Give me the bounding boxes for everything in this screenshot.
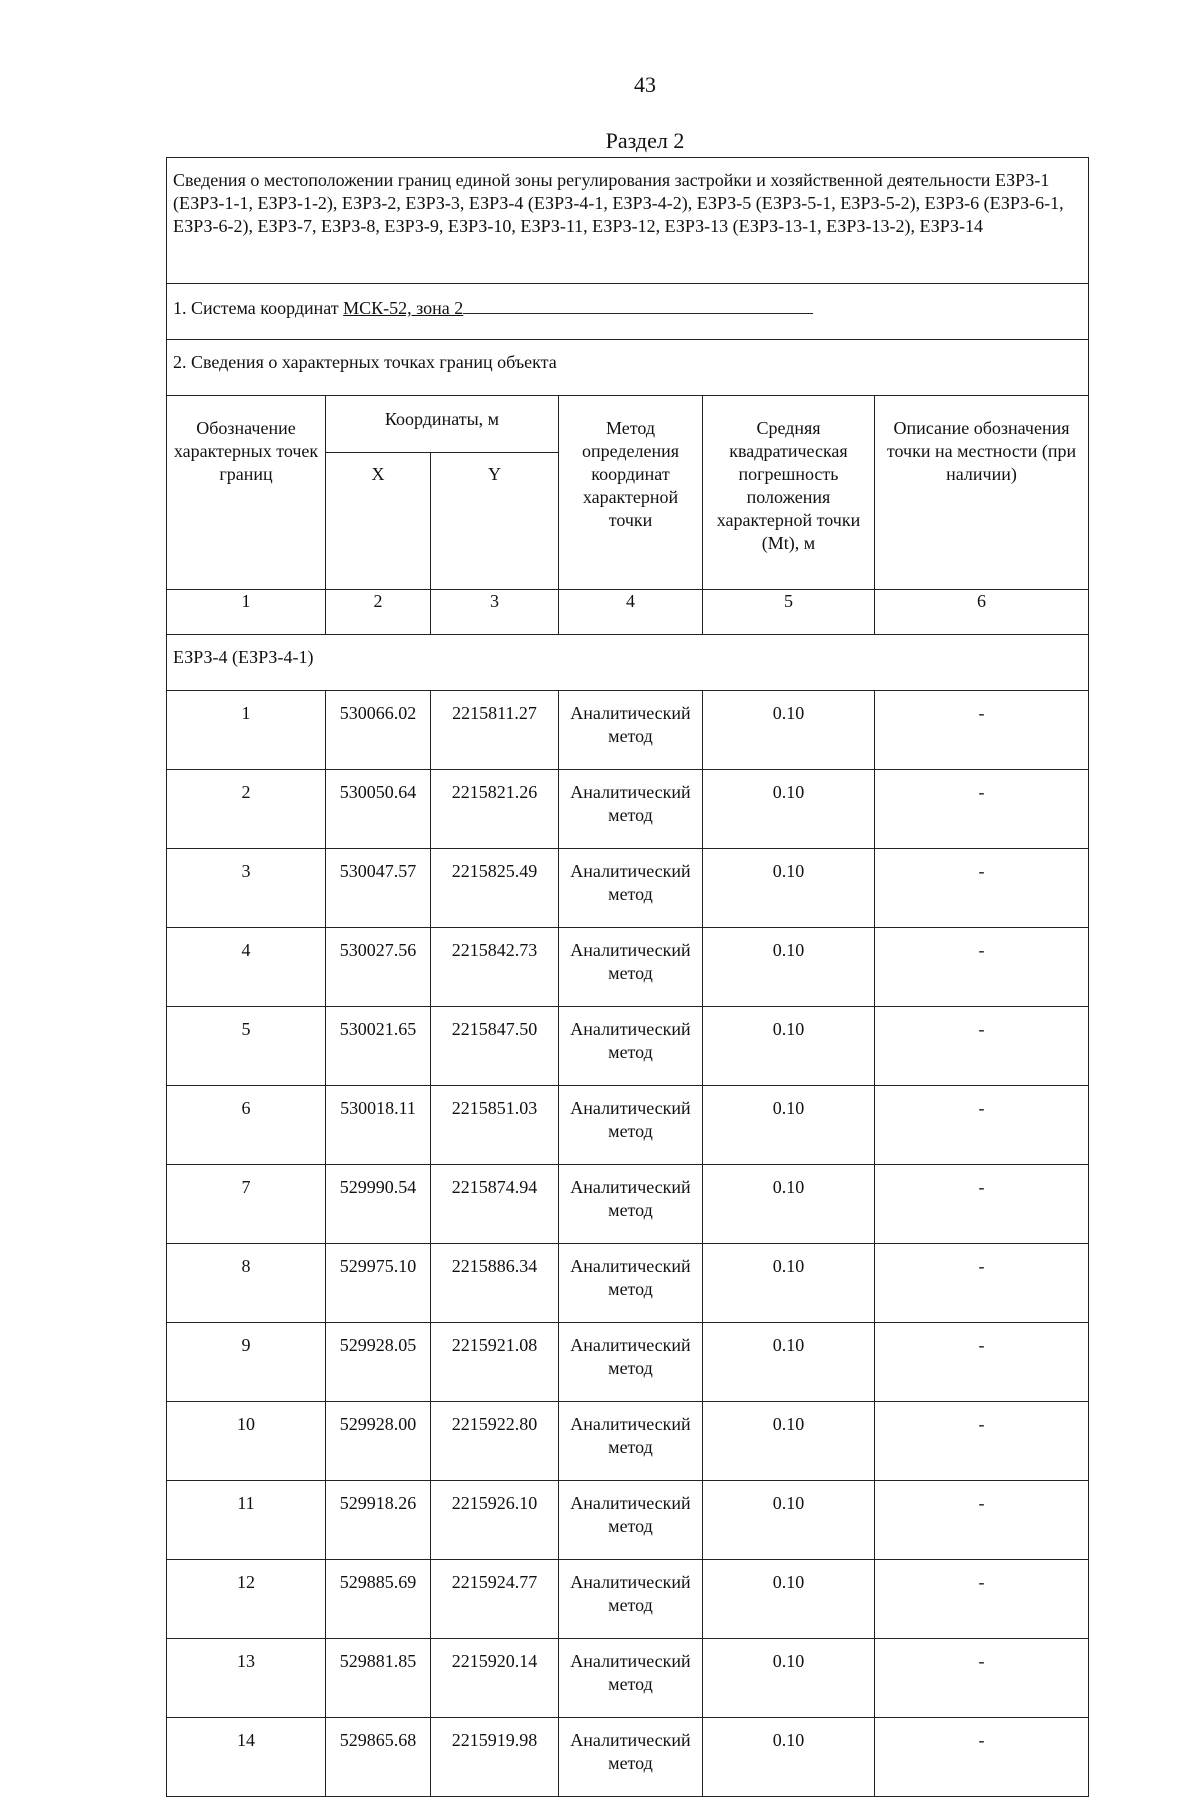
- point-description: -: [875, 691, 1089, 770]
- page-number: 43: [634, 72, 656, 97]
- column-numbers-row: [167, 590, 1089, 635]
- method: Аналитический метод: [559, 849, 703, 928]
- method: Аналитический метод: [559, 770, 703, 849]
- coord-system-row: [167, 284, 1089, 340]
- coord-y: 2215825.49: [431, 849, 559, 928]
- header-x: X: [326, 453, 431, 590]
- coord-x: 530018.11: [326, 1086, 431, 1165]
- method: Аналитический метод: [559, 1007, 703, 1086]
- header-error: Средняя квадратическая погрешность положения характерной точки (Mt), м: [703, 396, 875, 590]
- table-row: [167, 1244, 1089, 1323]
- zone-row: [167, 635, 1089, 691]
- mean-error: 0.10: [703, 1244, 875, 1323]
- table-row: [167, 1402, 1089, 1481]
- point-description: -: [875, 1402, 1089, 1481]
- header-designation: Обозначение характерных точек границ: [167, 396, 326, 590]
- method: Аналитический метод: [559, 1165, 703, 1244]
- point-number: 8: [167, 1244, 326, 1323]
- coord-system-cell: [167, 284, 1089, 340]
- table-row: [167, 1481, 1089, 1560]
- coord-x: 530027.56: [326, 928, 431, 1007]
- coord-x: 529928.00: [326, 1402, 431, 1481]
- point-description: -: [875, 1323, 1089, 1402]
- method: Аналитический метод: [559, 1639, 703, 1718]
- method: Аналитический метод: [559, 928, 703, 1007]
- header-coordinates: Координаты, м: [326, 396, 559, 453]
- coord-y: 2215886.34: [431, 1244, 559, 1323]
- point-number: 6: [167, 1086, 326, 1165]
- point-number: 14: [167, 1718, 326, 1797]
- zone-description: Сведения о местоположении границ единой зоны регулирования застройки и хозяйственной деятельности ЕЗРЗ-1 (ЕЗРЗ-1-1, ЕЗРЗ-1-2), ЕЗРЗ-2, ЕЗРЗ-3, ЕЗРЗ-4 (ЕЗРЗ-4-1, ЕЗРЗ-4-2), ЕЗРЗ-5 (ЕЗРЗ-5-1, ЕЗРЗ-5-2), ЕЗРЗ-6 (ЕЗРЗ-6-1, ЕЗРЗ-6-2), ЕЗРЗ-7, ЕЗРЗ-8, ЕЗРЗ-9, ЕЗРЗ-10, ЕЗРЗ-11, ЕЗРЗ-12, ЕЗРЗ-13 (ЕЗРЗ-13-1, ЕЗРЗ-13-2), ЕЗРЗ-14: [167, 158, 1089, 284]
- point-number: 12: [167, 1560, 326, 1639]
- mean-error: 0.10: [703, 928, 875, 1007]
- mean-error: 0.10: [703, 1086, 875, 1165]
- coord-x: 530050.64: [326, 770, 431, 849]
- point-number: 10: [167, 1402, 326, 1481]
- mean-error: 0.10: [703, 849, 875, 928]
- mean-error: 0.10: [703, 770, 875, 849]
- coord-y: 2215851.03: [431, 1086, 559, 1165]
- column-number: 1: [167, 590, 326, 635]
- column-number: 6: [875, 590, 1089, 635]
- blank-line: [463, 295, 813, 314]
- coord-x: 529865.68: [326, 1718, 431, 1797]
- coord-y: 2215922.80: [431, 1402, 559, 1481]
- mean-error: 0.10: [703, 1165, 875, 1244]
- table-row: [167, 1323, 1089, 1402]
- point-description: -: [875, 1007, 1089, 1086]
- header-row: [167, 396, 1089, 453]
- table-row: [167, 1560, 1089, 1639]
- method: Аналитический метод: [559, 1402, 703, 1481]
- mean-error: 0.10: [703, 1402, 875, 1481]
- point-description: -: [875, 1718, 1089, 1797]
- coord-x: 530047.57: [326, 849, 431, 928]
- method: Аналитический метод: [559, 691, 703, 770]
- coord-x: 529918.26: [326, 1481, 431, 1560]
- coord-y: 2215921.08: [431, 1323, 559, 1402]
- point-number: 1: [167, 691, 326, 770]
- table-row: [167, 1086, 1089, 1165]
- coord-y: 2215842.73: [431, 928, 559, 1007]
- coord-x: 530021.65: [326, 1007, 431, 1086]
- coord-x: 529928.05: [326, 1323, 431, 1402]
- point-description: -: [875, 928, 1089, 1007]
- column-number: 4: [559, 590, 703, 635]
- column-number: 3: [431, 590, 559, 635]
- point-number: 5: [167, 1007, 326, 1086]
- mean-error: 0.10: [703, 1718, 875, 1797]
- method: Аналитический метод: [559, 1323, 703, 1402]
- column-number: 5: [703, 590, 875, 635]
- header-description: Описание обозначения точки на местности (при наличии): [875, 396, 1089, 590]
- coord-y: 2215821.26: [431, 770, 559, 849]
- point-description: -: [875, 849, 1089, 928]
- coord-y: 2215919.98: [431, 1718, 559, 1797]
- coord-y: 2215924.77: [431, 1560, 559, 1639]
- coord-system-value: МСК-52, зона 2: [343, 298, 464, 318]
- point-description: -: [875, 770, 1089, 849]
- table-row: [167, 1165, 1089, 1244]
- point-description: -: [875, 1560, 1089, 1639]
- coord-x: 529990.54: [326, 1165, 431, 1244]
- point-number: 7: [167, 1165, 326, 1244]
- point-number: 9: [167, 1323, 326, 1402]
- coord-y: 2215874.94: [431, 1165, 559, 1244]
- points-title-row: [167, 340, 1089, 396]
- method: Аналитический метод: [559, 1718, 703, 1797]
- point-number: 2: [167, 770, 326, 849]
- point-description: -: [875, 1086, 1089, 1165]
- header-y: Y: [431, 453, 559, 590]
- coord-y: 2215847.50: [431, 1007, 559, 1086]
- mean-error: 0.10: [703, 1481, 875, 1560]
- coord-y: 2215926.10: [431, 1481, 559, 1560]
- coord-system-label: 1. Система координат: [173, 298, 344, 318]
- table-row: [167, 1639, 1089, 1718]
- point-number: 3: [167, 849, 326, 928]
- point-number: 4: [167, 928, 326, 1007]
- mean-error: 0.10: [703, 1323, 875, 1402]
- table-row: [167, 770, 1089, 849]
- table-row: [167, 1007, 1089, 1086]
- point-description: -: [875, 1165, 1089, 1244]
- coord-y: 2215811.27: [431, 691, 559, 770]
- section-title: Раздел 2: [605, 128, 685, 153]
- point-number: 11: [167, 1481, 326, 1560]
- mean-error: 0.10: [703, 1560, 875, 1639]
- coord-x: 529881.85: [326, 1639, 431, 1718]
- table-row: [167, 928, 1089, 1007]
- method: Аналитический метод: [559, 1560, 703, 1639]
- zone-label: ЕЗРЗ-4 (ЕЗРЗ-4-1): [167, 635, 1089, 691]
- table-row: [167, 691, 1089, 770]
- coord-y: 2215920.14: [431, 1639, 559, 1718]
- method: Аналитический метод: [559, 1086, 703, 1165]
- coord-x: 529975.10: [326, 1244, 431, 1323]
- description-row: [167, 158, 1089, 284]
- header-method: Метод определения координат характерной точки: [559, 396, 703, 590]
- table-row: [167, 1718, 1089, 1797]
- mean-error: 0.10: [703, 1007, 875, 1086]
- table-row: [167, 849, 1089, 928]
- point-number: 13: [167, 1639, 326, 1718]
- point-description: -: [875, 1639, 1089, 1718]
- column-number: 2: [326, 590, 431, 635]
- points-title: 2. Сведения о характерных точках границ объекта: [167, 340, 1089, 396]
- coord-x: 530066.02: [326, 691, 431, 770]
- boundary-points-table: [166, 157, 1089, 1797]
- mean-error: 0.10: [703, 691, 875, 770]
- method: Аналитический метод: [559, 1244, 703, 1323]
- point-description: -: [875, 1244, 1089, 1323]
- coord-x: 529885.69: [326, 1560, 431, 1639]
- mean-error: 0.10: [703, 1639, 875, 1718]
- point-description: -: [875, 1481, 1089, 1560]
- method: Аналитический метод: [559, 1481, 703, 1560]
